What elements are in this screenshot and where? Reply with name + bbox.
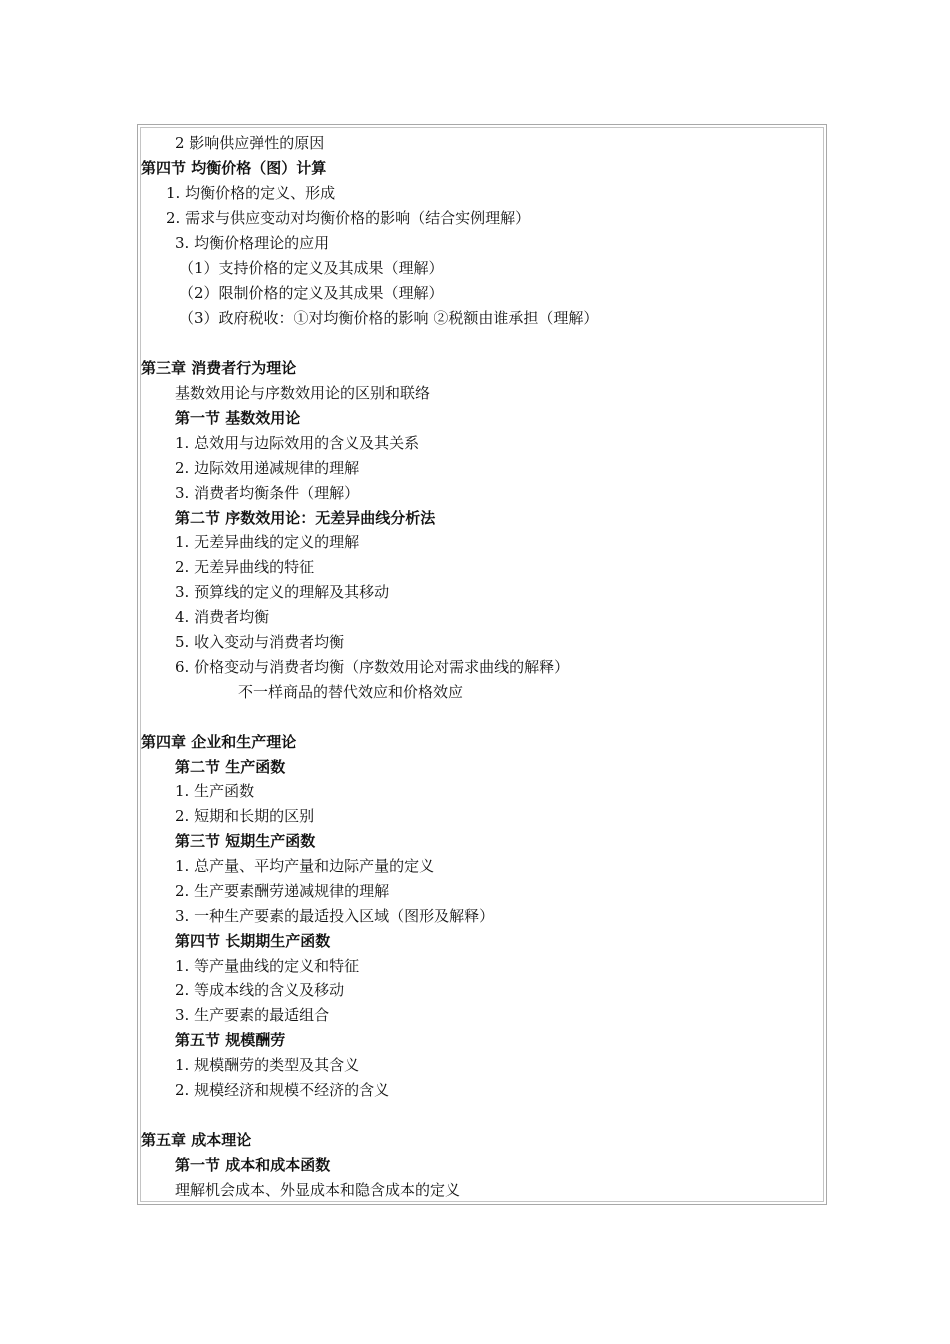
chapter-heading: 第四章 企业和生产理论	[141, 733, 297, 751]
chapter-heading: 第五章 成本理论	[141, 1131, 252, 1149]
outline-item: 1. 规模酬劳的类型及其含义	[175, 1056, 360, 1074]
outline-item: 3. 均衡价格理论的应用	[175, 234, 330, 252]
section-heading: 第一节 基数效用论	[175, 409, 301, 427]
section-heading: 第二节 生产函数	[175, 758, 286, 776]
outline-item: 2 影响供应弹性的原因	[175, 134, 325, 152]
outline-item: 1. 无差异曲线的定义的理解	[175, 533, 360, 551]
outline-item: 2. 无差异曲线的特征	[175, 558, 315, 576]
outline-item: 1. 总效用与边际效用的含义及其关系	[175, 434, 420, 452]
outline-item: （1）支持价格的定义及其成果（理解）	[179, 259, 444, 277]
outline-item: 1. 生产函数	[175, 782, 255, 800]
outline-item: 2. 规模经济和规模不经济的含义	[175, 1081, 390, 1099]
outline-item: 2. 等成本线的含义及移动	[175, 981, 345, 999]
outline-item: 3. 消费者均衡条件（理解）	[175, 484, 360, 502]
outline-item: 2. 需求与供应变动对均衡价格的影响（结合实例理解）	[166, 209, 531, 227]
outline-item: 5. 收入变动与消费者均衡	[175, 633, 345, 651]
outline-item: 2. 生产要素酬劳递减规律的理解	[175, 882, 390, 900]
outline-item: 1. 总产量、平均产量和边际产量的定义	[175, 857, 435, 875]
outline-item: 1. 等产量曲线的定义和特征	[175, 957, 360, 975]
outline-item: 基数效用论与序数效用论的区别和联络	[175, 384, 431, 402]
section-heading: 第四节 均衡价格（图）计算	[141, 159, 327, 177]
outline-item: （3）政府税收：①对均衡价格的影响 ②税额由谁承担（理解）	[179, 309, 599, 327]
outline-item: （2）限制价格的定义及其成果（理解）	[179, 284, 444, 302]
section-heading: 第二节 序数效用论：无差异曲线分析法	[175, 509, 436, 527]
section-heading: 第五节 规模酬劳	[175, 1031, 286, 1049]
outline-item: 不一样商品的替代效应和价格效应	[238, 683, 464, 701]
outline-item: 4. 消费者均衡	[175, 608, 270, 626]
chapter-heading: 第三章 消费者行为理论	[141, 359, 297, 377]
outline-item: 2. 边际效用递减规律的理解	[175, 459, 360, 477]
section-heading: 第一节 成本和成本函数	[175, 1156, 331, 1174]
outline-item: 1. 均衡价格的定义、形成	[166, 184, 336, 202]
section-heading: 第四节 长期期生产函数	[175, 932, 331, 950]
document-table-frame	[137, 124, 827, 1205]
outline-item: 3. 预算线的定义的理解及其移动	[175, 583, 390, 601]
outline-item: 2. 短期和长期的区别	[175, 807, 315, 825]
outline-item: 3. 一种生产要素的最适投入区域（图形及解释）	[175, 907, 495, 925]
outline-item: 6. 价格变动与消费者均衡（序数效用论对需求曲线的解释）	[175, 658, 570, 676]
section-heading: 第三节 短期生产函数	[175, 832, 316, 850]
document-table-cell	[140, 127, 824, 1202]
outline-item: 理解机会成本、外显成本和隐含成本的定义	[175, 1181, 461, 1199]
outline-item: 3. 生产要素的最适组合	[175, 1006, 330, 1024]
